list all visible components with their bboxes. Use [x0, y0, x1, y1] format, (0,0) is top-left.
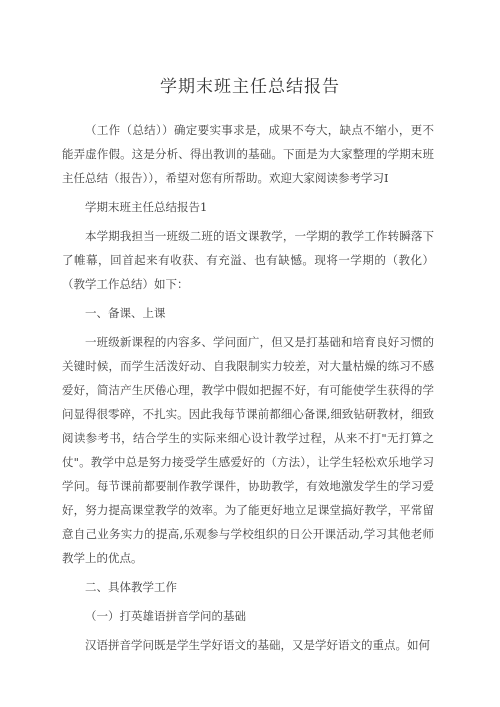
section-heading-lesson-prep: 一、备课、上课	[85, 306, 166, 320]
lesson-prep-paragraph: 一班级新课程的内容多、学问面广，但又是打基础和培育良好习惯的关键时候，而学生活泼好动、自我限制实力较差，对大量枯燥的练习不感爱好，简洁产生厌倦心理，教学中假如把握不好，有可能使学生获得的学问显得很零碎，不扎实。因此我每节课前都细心备课,细致钻研教材，细致阅读参考书，结合学生的实际来细心设计教学过程，从来不打"无打算之仗"。教学中总是努力接受学生感爱好的（方法），让学生轻松欢乐地学习学问。每节课前都要制作教学课件，协助教学，有效地激发学生的学习爱好，努力提高课堂教学的效率。为了能更好地立足课堂搞好教学，平常留意自己业务实力的提高,乐观参与学校组织的日公开课活动,学习其他老师教学上的优点。	[62, 335, 434, 565]
report-heading: 学期末班主任总结报告1	[85, 200, 208, 214]
document-title: 学期末班主任总结报告	[160, 77, 340, 97]
document-body	[62, 118, 434, 657]
subsection-heading-pinyin: （一）打英雄语拼音学问的基础	[85, 609, 246, 623]
intro-paragraph: （工作（总结））确定要实事求是，成果不夸大，缺点不缩小，更不能弄虚作假。这是分析、得出教训的基础。下面是为大家整理的学期末班主任总结（报告）），希望对您有所帮助。欢迎大家阅读参考学习I	[62, 123, 434, 185]
overview-paragraph: 本学期我担当一班级二班的语文课教学，一学期的教学工作转瞬落下了帷幕，回首起来有收获、有充溢、也有缺憾。现将一学期的（教化）（教学工作总结）如下：	[62, 229, 434, 291]
pinyin-paragraph: 汉语拼音学问既是学生学好语文的基础，又是学好语文的重点。如何	[85, 638, 430, 652]
section-heading-teaching-work: 二、具体教学工作	[85, 580, 177, 594]
